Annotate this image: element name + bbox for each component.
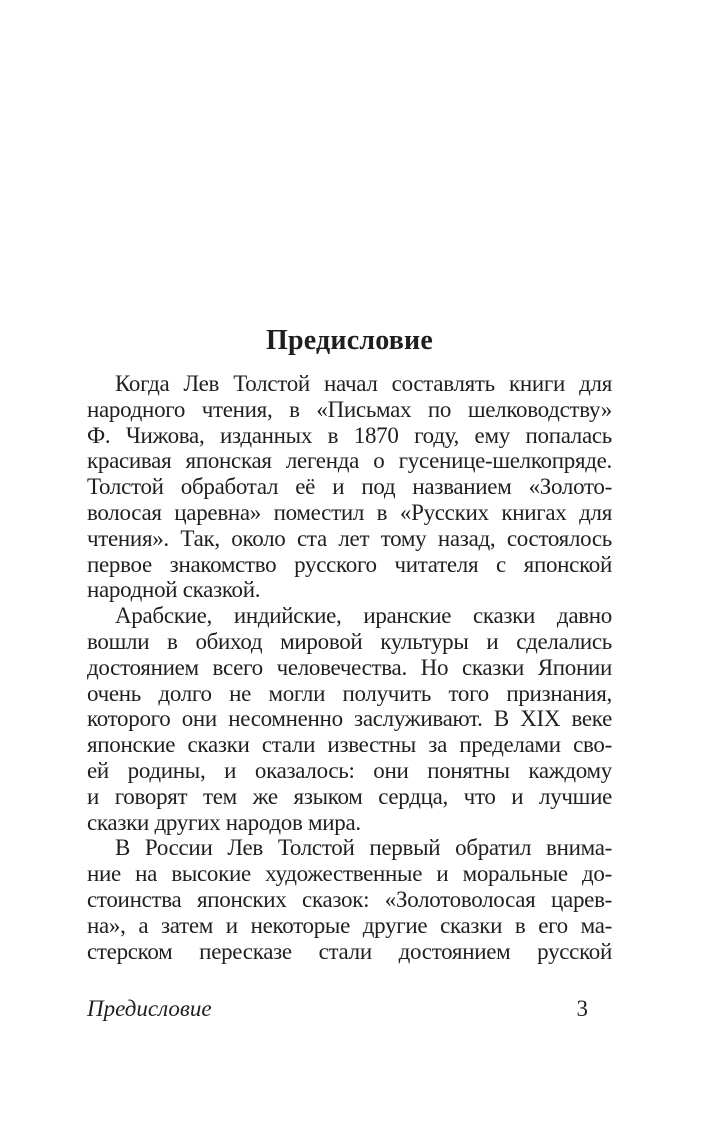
body-text [87, 371, 612, 964]
paragraph [87, 371, 612, 603]
text-line: чтения». Так, около ста лет тому назад, состоялось [87, 525, 612, 551]
text-line: В России Лев Толстой первый обратил внима- [115, 835, 612, 861]
text-line: стоинства японских сказок: «Золотоволосая царев- [87, 886, 612, 912]
paragraph [87, 603, 612, 835]
text-line: Арабские, индийские, иранские сказки давно [115, 603, 612, 629]
text-line: Ф. Чижова, изданных в 1870 году, ему попалась [87, 422, 612, 448]
footer [87, 996, 612, 1022]
text-line: стерском пересказе стали достоянием русской [87, 938, 612, 964]
text-line: ние на высокие художественные и моральные до- [87, 861, 612, 887]
text-line: красивая японская легенда о гусенице-шелкопряде. [87, 448, 612, 474]
text-line: волосая царевна» поместил в «Русских книгах для [87, 499, 612, 525]
text-line: Толстой обработал её и под названием «Золото- [87, 474, 612, 500]
text-line: народной сказкой. [87, 577, 261, 603]
text-line: и говорят тем же языком сердца, что и лучшие [87, 783, 612, 809]
text-line: вошли в обиход мировой культуры и сделались [87, 628, 612, 654]
text-line: первое знакомство русского читателя с японской [87, 551, 612, 577]
text-line: достоянием всего человечества. Но сказки Японии [87, 654, 612, 680]
text-line: на», а затем и некоторые другие сказки в его ма- [87, 912, 612, 938]
text-line: очень долго не могли получить того признания, [87, 680, 612, 706]
text-line: сказки других народов мира. [87, 809, 361, 835]
text-line: Когда Лев Толстой начал составлять книги для [115, 371, 612, 396]
page-title: Предисловие [265, 325, 434, 356]
text-line: которого они несомненно заслуживают. В XIX веке [87, 706, 612, 732]
footer-page-number: 3 [576, 996, 588, 1021]
text-line: народного чтения, в «Письмах по шелководству» [87, 396, 612, 422]
footer-section-label: Предисловие [87, 996, 212, 1021]
paragraph [87, 835, 612, 964]
text-line: японские сказки стали известны за пределами сво- [87, 732, 612, 758]
text-line: ей родины, и оказалось: они понятны каждому [87, 757, 612, 783]
